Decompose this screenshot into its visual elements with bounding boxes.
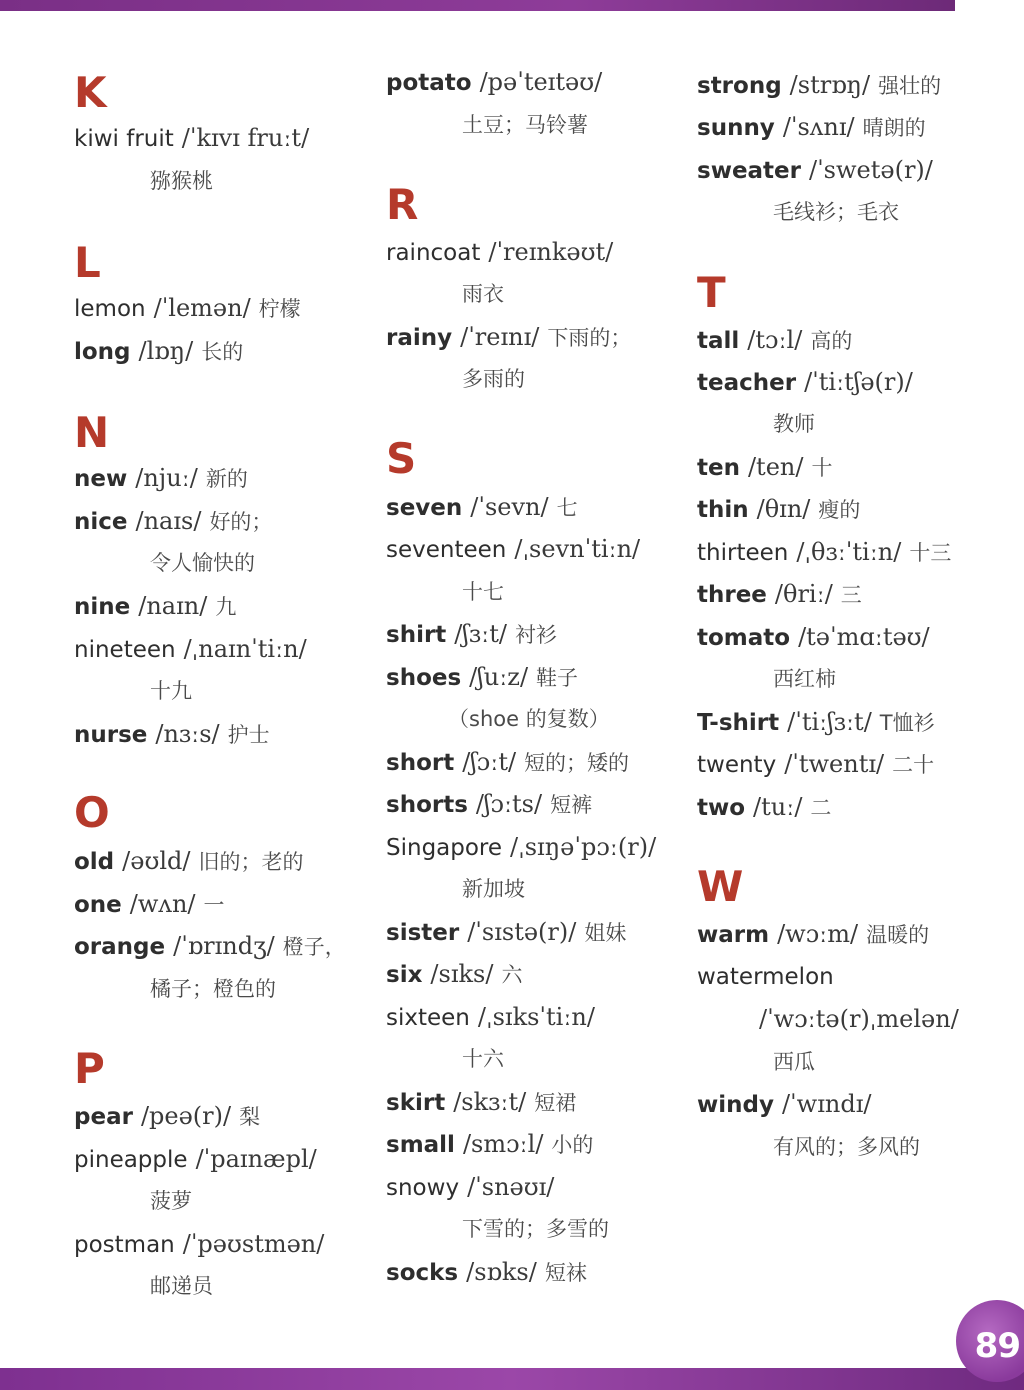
entry-word: sunny	[697, 115, 775, 141]
entry-word: shorts	[386, 792, 468, 818]
entry-phonetic: /ˌsɪksˈtiːn/	[477, 1003, 595, 1031]
entry-phonetic: /skɜːt/	[453, 1088, 527, 1116]
entry-phonetic: /tɔːl/	[747, 326, 803, 354]
entry-word: two	[697, 795, 746, 821]
entry-warm	[697, 919, 929, 950]
entry-lemon	[74, 293, 301, 324]
entry-shirt	[386, 619, 557, 650]
entry-meaning: 新的	[205, 467, 248, 491]
entry-old	[74, 846, 303, 877]
entry-shoes-note	[448, 704, 610, 734]
entry-word: nineteen	[74, 637, 176, 663]
entry-phonetic: /lɒŋ/	[138, 337, 194, 365]
entry-meaning: 短的；矮的	[524, 751, 630, 775]
entry-meaning: 橙子，	[282, 935, 346, 959]
entry-meaning: 七	[556, 496, 578, 520]
section-letter-n: N	[74, 408, 110, 457]
entry-word: new	[74, 466, 128, 492]
entry-word: socks	[386, 1260, 459, 1286]
entry-meaning: 十九	[150, 679, 192, 703]
section-letter-k: K	[74, 68, 107, 117]
entry-phonetic: /ˈlemən/	[153, 294, 251, 322]
entry-teacher-meaning	[773, 409, 815, 439]
entry-word: snowy	[386, 1175, 460, 1201]
entry-nurse	[74, 719, 270, 750]
entry-seventeen-meaning	[462, 577, 504, 607]
entry-phonetic: /ˈsɪstə(r)/	[467, 918, 577, 946]
entry-phonetic: /ˈwɔːtə(r)ˌmelən/	[759, 1005, 959, 1033]
entry-phonetic: /ˈreɪnɪ/	[460, 323, 540, 351]
entry-word: seventeen	[386, 537, 507, 563]
entry-meaning: 邮递员	[150, 1274, 213, 1298]
entry-phonetic: /θɪn/	[756, 495, 811, 523]
entry-phonetic: /ˈtwentɪ/	[784, 750, 885, 778]
entry-sunny	[697, 112, 926, 143]
entry-phonetic: /ˈpaɪnæpl/	[195, 1145, 317, 1173]
entry-sister	[386, 917, 626, 948]
entry-meaning: 土豆；马铃薯	[462, 113, 588, 137]
entry-meaning: 六	[501, 963, 523, 987]
entry-meaning: 橘子；橙色的	[150, 977, 276, 1001]
entry-sixteen	[386, 1002, 595, 1033]
entry-nine	[74, 591, 236, 622]
entry-meaning: 二十	[892, 753, 935, 777]
entry-sweater	[697, 155, 933, 186]
entry-meaning: 十六	[462, 1047, 504, 1071]
entry-meaning: 衬衫	[514, 623, 557, 647]
entry-seventeen	[386, 534, 640, 565]
entry-word: sister	[386, 920, 460, 946]
entry-meaning: 强壮的	[878, 74, 942, 98]
entry-raincoat-meaning	[462, 279, 504, 309]
entry-phonetic: /təˈmɑːtəʊ/	[798, 623, 930, 651]
entry-watermelon-meaning	[773, 1047, 815, 1077]
entry-phonetic: /ʃɔːt/	[462, 748, 517, 776]
entry-rainy-meaning	[462, 364, 525, 394]
entry-tomato-meaning	[773, 664, 836, 694]
entry-seven	[386, 492, 578, 523]
entry-nineteen-meaning	[150, 676, 192, 706]
entry-meaning: 有风的；多风的	[773, 1135, 920, 1159]
entry-meaning: 短裙	[534, 1091, 577, 1115]
entry-word: watermelon	[697, 964, 834, 990]
entry-potato	[386, 67, 602, 98]
entry-three	[697, 579, 862, 610]
entry-kiwi-fruit	[74, 123, 309, 154]
entry-meaning: 令人愉快的	[150, 551, 255, 575]
entry-meaning: 十	[811, 456, 833, 480]
entry-word: nurse	[74, 722, 148, 748]
entry-word: shoes	[386, 665, 462, 691]
entry-phonetic: /ˈkɪvɪ fruːt/	[181, 124, 310, 152]
section-letter-w: W	[697, 862, 744, 911]
entry-six	[386, 959, 522, 990]
entry-new	[74, 463, 248, 494]
entry-word: rainy	[386, 325, 453, 351]
entry-rainy	[386, 322, 631, 353]
entry-two	[697, 792, 831, 823]
entry-phonetic: /wɔːm/	[777, 920, 859, 948]
entry-meaning: 西红柿	[773, 667, 836, 691]
entry-phonetic: /pəˈteɪtəʊ/	[479, 68, 603, 96]
entry-word: raincoat	[386, 240, 481, 266]
entry-word: old	[74, 849, 115, 875]
entry-meaning: 瘦的	[818, 498, 861, 522]
entry-meaning: 猕猴桃	[150, 169, 213, 193]
entry-phonetic: /ˌsevnˈtiːn/	[514, 535, 641, 563]
entry-meaning: 多雨的	[462, 367, 525, 391]
entry-meaning: 柠檬	[258, 297, 301, 321]
entry-phonetic: /ˈreɪnkəʊt/	[488, 238, 614, 266]
entry-pineapple	[74, 1144, 317, 1175]
entry-word: thin	[697, 497, 749, 523]
entry-word: strong	[697, 73, 782, 99]
entry-phonetic: /ʃɜːt/	[454, 620, 507, 648]
entry-word: windy	[697, 1092, 774, 1118]
entry-phonetic: /ʃɔːts/	[475, 790, 543, 818]
entry-phonetic: /naɪn/	[138, 592, 208, 620]
entry-meaning: 小的	[551, 1133, 594, 1157]
entry-watermelon	[697, 962, 834, 992]
entry-short	[386, 747, 629, 778]
entry-ten	[697, 452, 832, 483]
entry-meaning: 雨衣	[462, 282, 504, 306]
entry-meaning: 下雪的；多雪的	[462, 1217, 609, 1241]
entry-word: thirteen	[697, 540, 789, 566]
entry-postman	[74, 1229, 324, 1260]
entry-meaning: 高的	[810, 329, 853, 353]
entry-word: long	[74, 339, 131, 365]
entry-nineteen	[74, 634, 307, 665]
page-number: 89	[974, 1326, 1020, 1366]
entry-word: seven	[386, 495, 463, 521]
entry-pineapple-meaning	[150, 1186, 192, 1216]
entry-phonetic: /ˌnaɪnˈtiːn/	[183, 635, 307, 663]
entry-word: postman	[74, 1232, 175, 1258]
entry-word: Singapore	[386, 835, 503, 861]
entry-sweater-meaning	[773, 197, 899, 227]
entry-phonetic: /peə(r)/	[140, 1102, 232, 1130]
entry-phonetic: /ˌθɜːˈtiːn/	[796, 538, 902, 566]
entry-meaning: 一	[203, 893, 225, 917]
entry-meaning: 梨	[239, 1105, 261, 1129]
entry-meaning: T恤衫	[879, 711, 935, 735]
section-letter-r: R	[386, 180, 419, 229]
entry-phonetic: /ʃuːz/	[469, 663, 529, 691]
entry-phonetic: /naɪs/	[135, 507, 202, 535]
entry-phonetic: /əʊld/	[122, 847, 191, 875]
entry-phonetic: /nɜːs/	[155, 720, 220, 748]
entry-phonetic: /wʌn/	[129, 890, 196, 918]
entry-note: （shoe 的复数）	[448, 707, 610, 731]
entry-word: three	[697, 582, 767, 608]
top-decorative-bar	[0, 0, 955, 11]
entry-meaning: 长的	[201, 340, 244, 364]
entry-word: nine	[74, 594, 131, 620]
entry-meaning: 毛线衫；毛衣	[773, 200, 899, 224]
entry-word: orange	[74, 934, 166, 960]
entry-word: one	[74, 892, 122, 918]
entry-phonetic: /sɪks/	[430, 960, 494, 988]
entry-phonetic: /ˈsevn/	[470, 493, 549, 521]
entry-phonetic: /ˌsɪŋəˈpɔː(r)/	[510, 833, 657, 861]
entry-strong	[697, 70, 941, 101]
entry-word: small	[386, 1132, 455, 1158]
entry-twenty	[697, 749, 934, 780]
entry-phonetic: /tuː/	[753, 793, 803, 821]
entry-meaning: 新加坡	[462, 877, 525, 901]
entry-snowy	[386, 1172, 554, 1203]
entry-windy	[697, 1089, 871, 1120]
entry-snowy-meaning	[462, 1214, 609, 1244]
entry-word: pineapple	[74, 1147, 188, 1173]
entry-phonetic: /ˈwɪndɪ/	[781, 1090, 872, 1118]
entry-tall	[697, 325, 852, 356]
entry-phonetic: /njuː/	[135, 464, 198, 492]
entry-meaning: 鞋子	[536, 666, 579, 690]
entry-meaning: 教师	[773, 412, 815, 436]
entry-singapore	[386, 832, 656, 863]
entry-phonetic: /ˈsʌnɪ/	[782, 113, 855, 141]
entry-one	[74, 889, 225, 920]
entry-nice	[74, 506, 272, 537]
entry-meaning: 九	[215, 595, 237, 619]
entry-tomato	[697, 622, 930, 653]
entry-meaning: 姐妹	[584, 921, 627, 945]
entry-word: ten	[697, 455, 740, 481]
entry-phonetic: /ˈswetə(r)/	[809, 156, 933, 184]
entry-shoes	[386, 662, 578, 693]
entry-shorts	[386, 789, 592, 820]
entry-word: tall	[697, 328, 740, 354]
section-letter-p: P	[74, 1044, 105, 1093]
entry-meaning: 下雨的；	[547, 326, 632, 350]
entry-meaning: 十七	[462, 580, 504, 604]
section-letter-o: O	[74, 788, 110, 837]
entry-word: short	[386, 750, 455, 776]
entry-phonetic: /ten/	[747, 453, 804, 481]
entry-nice-meaning	[150, 548, 255, 578]
entry-word: twenty	[697, 752, 777, 778]
entry-meaning: 晴朗的	[862, 116, 926, 140]
entry-word: kiwi fruit	[74, 126, 174, 152]
entry-t-shirt	[697, 707, 935, 738]
entry-word: tomato	[697, 625, 791, 651]
entry-word: lemon	[74, 296, 146, 322]
section-letter-s: S	[386, 434, 417, 483]
entry-teacher	[697, 367, 913, 398]
entry-phonetic: /strɒŋ/	[789, 71, 871, 99]
entry-meaning: 护士	[227, 723, 270, 747]
entry-word: potato	[386, 70, 472, 96]
entry-word: skirt	[386, 1090, 446, 1116]
entry-word: nice	[74, 509, 128, 535]
entry-watermelon-phonetic-line	[759, 1004, 959, 1035]
entry-meaning: 菠萝	[150, 1189, 192, 1213]
entry-meaning: 温暖的	[866, 923, 930, 947]
entry-word: teacher	[697, 370, 797, 396]
entry-word: sixteen	[386, 1005, 470, 1031]
entry-phonetic: /smɔːl/	[462, 1130, 544, 1158]
entry-word: T-shirt	[697, 710, 780, 736]
entry-potato-meaning	[462, 110, 588, 140]
section-letter-l: L	[74, 238, 101, 287]
entry-phonetic: /sɒks/	[466, 1258, 537, 1286]
entry-orange	[74, 931, 346, 962]
entry-singapore-meaning	[462, 874, 525, 904]
entry-socks	[386, 1257, 587, 1288]
entry-orange-meaning	[150, 974, 276, 1004]
entry-word: sweater	[697, 158, 801, 184]
entry-word: pear	[74, 1104, 133, 1130]
entry-word: six	[386, 962, 423, 988]
entry-small	[386, 1129, 593, 1160]
entry-thirteen	[697, 537, 951, 568]
entry-phonetic: /θriː/	[774, 580, 833, 608]
entry-phonetic: /ˈpəʊstmən/	[182, 1230, 325, 1258]
entry-word: shirt	[386, 622, 447, 648]
entry-meaning: 短裤	[550, 793, 593, 817]
entry-sixteen-meaning	[462, 1044, 504, 1074]
entry-phonetic: /ˈtiːtʃə(r)/	[804, 368, 913, 396]
entry-word: warm	[697, 922, 770, 948]
entry-meaning: 旧的；老的	[198, 850, 304, 874]
entry-phonetic: /ˈɒrɪndʒ/	[173, 932, 275, 960]
entry-pear	[74, 1101, 260, 1132]
entry-meaning: 短袜	[544, 1261, 587, 1285]
entry-windy-meaning	[773, 1132, 920, 1162]
entry-postman-meaning	[150, 1271, 213, 1301]
entry-meaning: 十三	[909, 541, 952, 565]
entry-meaning: 好的；	[209, 510, 273, 534]
entry-kiwi-fruit-meaning	[150, 166, 213, 196]
entry-thin	[697, 494, 860, 525]
entry-phonetic: /ˈtiːʃɜːt/	[787, 708, 872, 736]
entry-meaning: 三	[840, 583, 862, 607]
entry-long	[74, 336, 243, 367]
section-letter-t: T	[697, 268, 726, 317]
entry-meaning: 二	[810, 796, 832, 820]
entry-skirt	[386, 1087, 576, 1118]
entry-raincoat	[386, 237, 613, 268]
entry-phonetic: /ˈsnəʊɪ/	[467, 1173, 555, 1201]
entry-meaning: 西瓜	[773, 1050, 815, 1074]
bottom-decorative-bar	[0, 1368, 1024, 1390]
